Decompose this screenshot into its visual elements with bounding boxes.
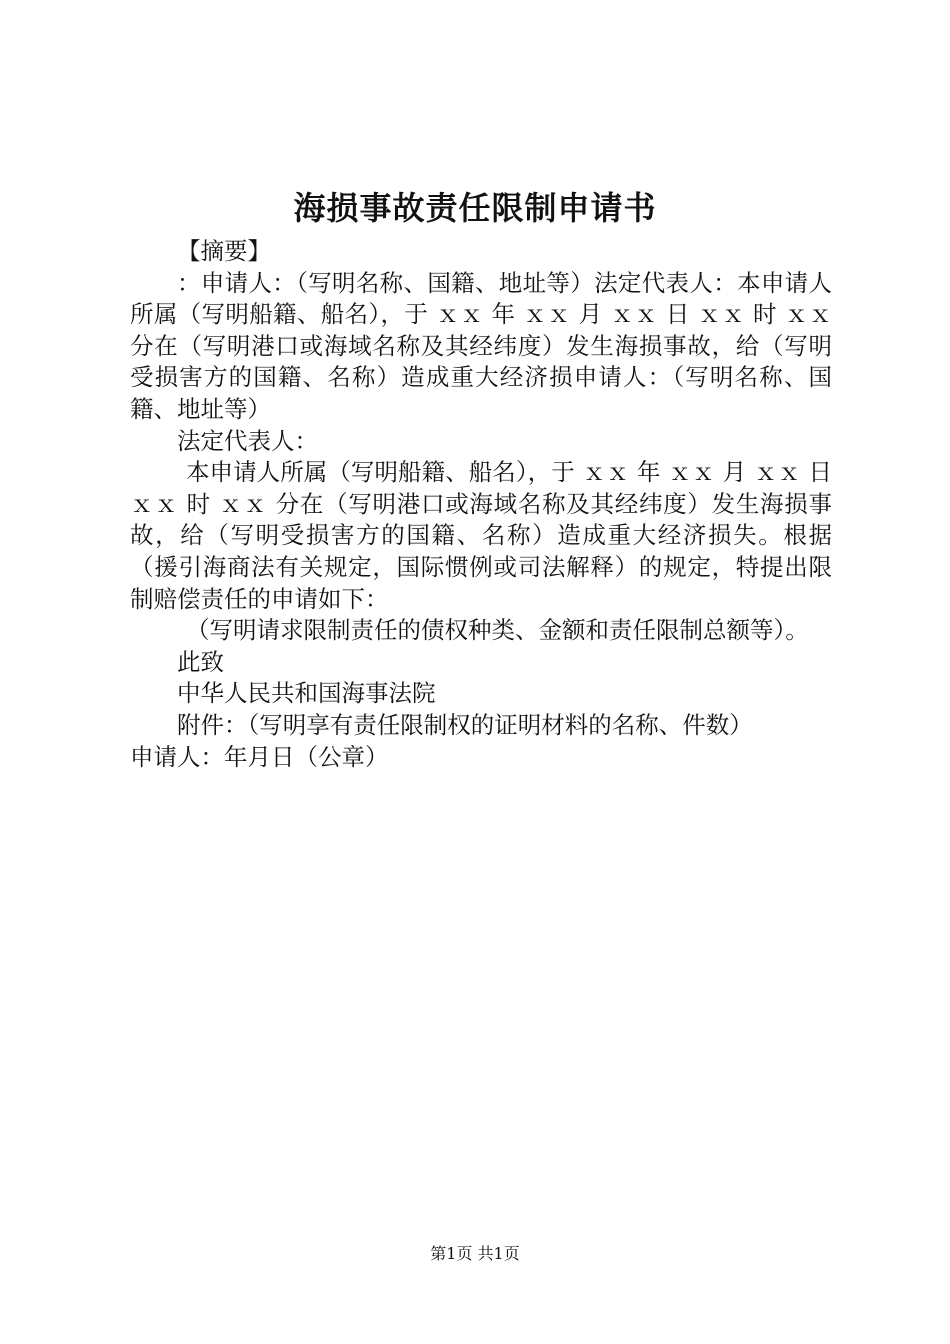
signature-line: 申请人：年月日（公章） <box>130 742 389 771</box>
legal-representative-line: 法定代表人： <box>177 426 318 455</box>
abstract-heading: 【摘要】 <box>177 237 271 265</box>
salutation: 此致 <box>177 647 224 676</box>
attachment-line: 附件：（写明享有责任限制权的证明材料的名称、件数） <box>177 710 753 739</box>
document-body <box>130 236 832 773</box>
abstract-paragraph: ：申请人：（写明名称、国籍、地址等）法定代表人：本申请人所属（写明船籍、船名），于 ｘｘ 年 ｘｘ 月 ｘｘ 日 ｘｘ 时 ｘｘ 分在（写明港口或海域名称及其经纬度）发生海损事故，给（写明受损害方的国籍、名称）造成重大经济损申请人：（写明名称、国籍、地址等） <box>130 268 832 423</box>
request-paragraph: （写明请求限制责任的债权种类、金额和责任限制总额等）。 <box>186 616 809 645</box>
court-name: 中华人民共和国海事法院 <box>177 679 436 708</box>
main-paragraph: 本申请人所属（写明船籍、船名），于 ｘｘ 年 ｘｘ 月 ｘｘ 日 ｘｘ 时 ｘｘ 分在（写明港口或海域名称及其经纬度）发生海损事故，给（写明受损害方的国籍、名称）造成重大经济损失。根据（援引海商法有关规定，国际惯例或司法解释）的规定，特提出限制赔偿责任的申请如下： <box>130 458 832 613</box>
page-footer: 第1页 共1页 <box>430 1244 520 1263</box>
document-title: 海损事故责任限制申请书 <box>293 189 657 227</box>
